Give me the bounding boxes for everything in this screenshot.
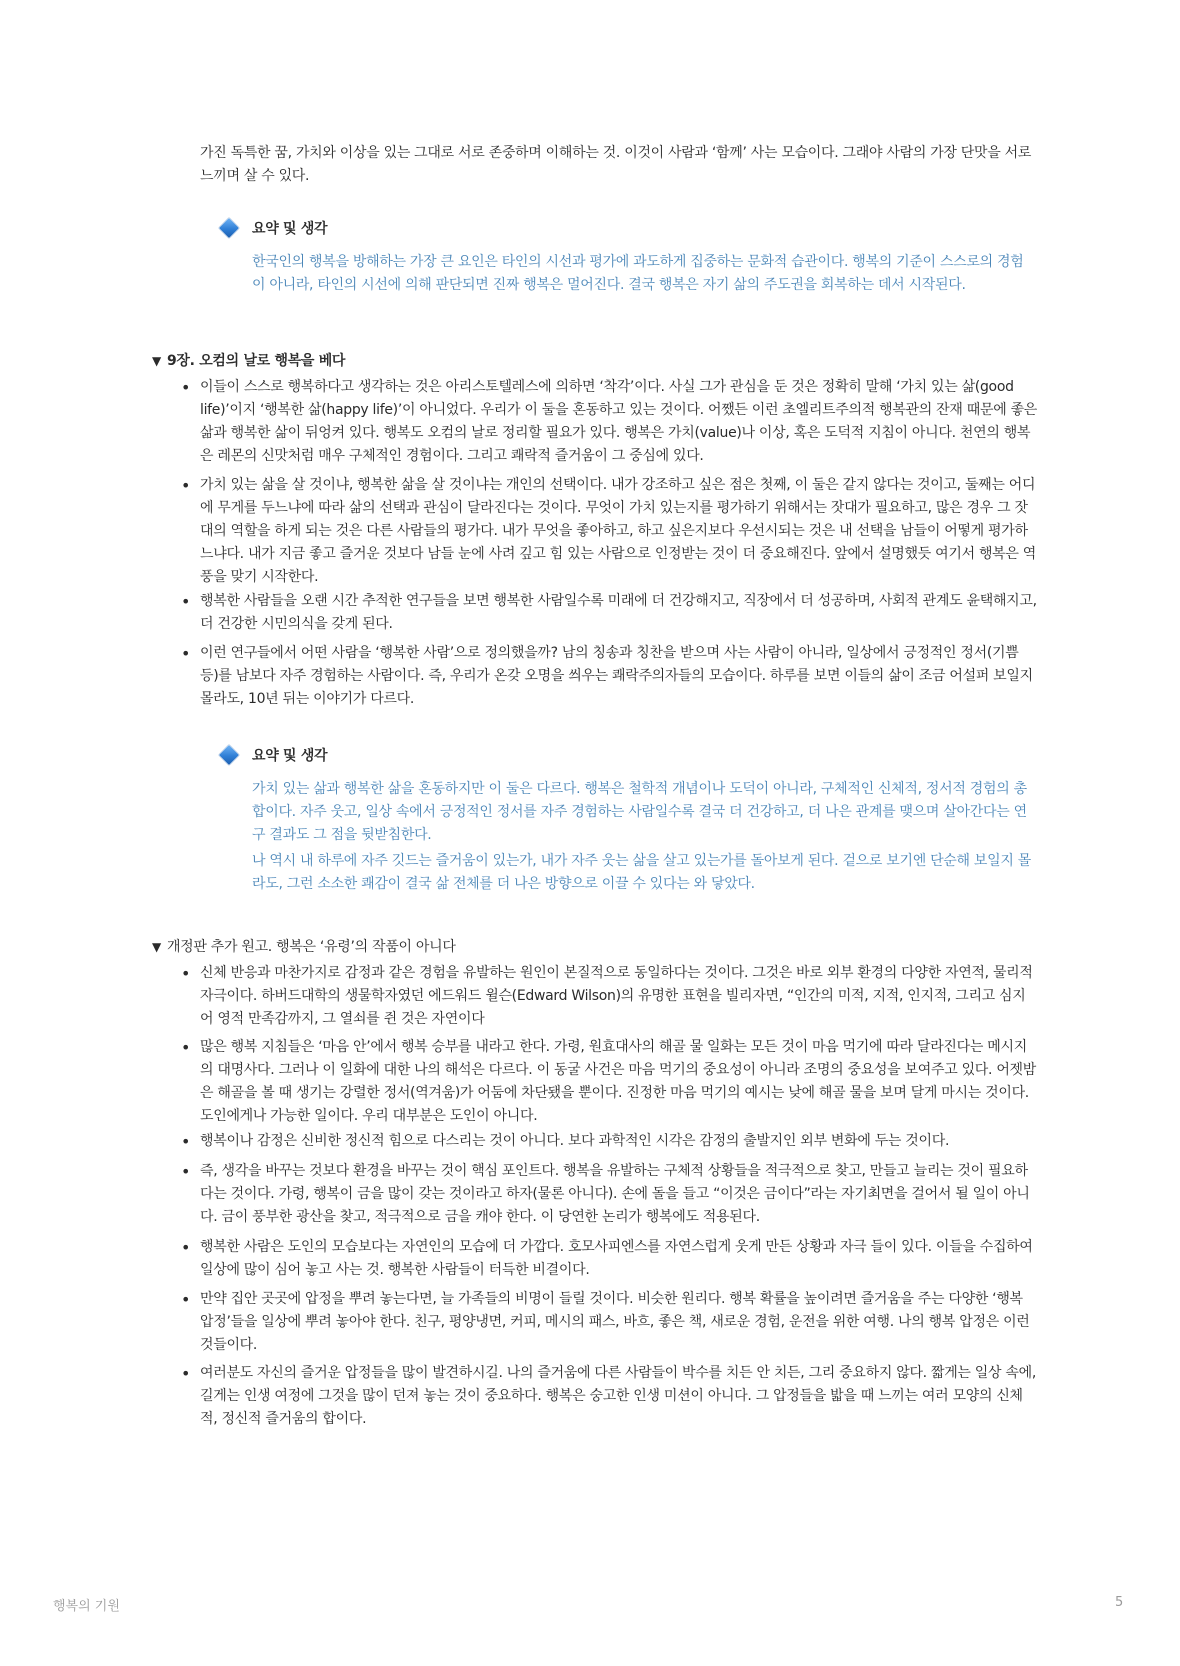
list-item: • 만약 집안 곳곳에 압정을 뿌려 놓는다면, 늘 가족들의 비명이 들릴 것이다. 비슷한 원리다. 행복 확률을 높이려면 즐거움을 주는 다양한 ‘행복 압정’들을 일상에 뿌려 놓아야 한다. 친구, 평양냉면, 커피, 메시의 패스, 바흐, 좋은 책, 새로운 경험, 운전을 위한 여행. 나의 행복 압정은 이런 것들이다. [200,1288,1038,1357]
list-item: • 이들이 스스로 행복하다고 생각하는 것은 아리스토텔레스에 의하면 ‘착각’이다. 사실 그가 관심을 둔 것은 정확히 말해 ‘가치 있는 삶(good life)’이지 ‘행복한 삶(happy life)’이 아니었다. 우리가 이 둘을 혼동하고 있는 것이다. 어쨌든 이런 초엘리트주의적 행복관의 잔재 때문에 좋은 삶과 행복한 삶이 뒤엉켜 있다. 행복도 오컴의 날로 정리할 필요가 있다. 행복은 가치(value)나 이상, 혹은 도덕적 지침이 아니다. 천연의 행복은 레몬의 신맛처럼 매우 구체적인 경험이다. 그리고 쾌락적 즐거움이 그 중심에 있다. [200,376,1038,468]
page-number: 5 [1115,1595,1124,1610]
intro-paragraph: 가진 독특한 꿈, 가치와 이상을 있는 그대로 서로 존중하며 이해하는 것. 이것이 사람과 ‘함께’ 사는 모습이다. 그래야 사람의 가장 단맛을 서로 느끼며 살 수 있다. [200,145,1032,184]
list-item: • 행복한 사람은 도인의 모습보다는 자연인의 모습에 더 가깝다. 호모사피엔스를 자연스럽게 웃게 만든 상황과 자극 들이 있다. 이들을 수집하여 일상에 많이 심어 놓고 사는 것. 행복한 사람들이 터득한 비결이다. [200,1236,1038,1282]
footer-title: 행복의 기원 [53,1599,120,1614]
list-item: • 행복한 사람들을 오랜 시간 추적한 연구들을 보면 행복한 사람일수록 미래에 더 건강해지고, 직장에서 더 성공하며, 사회적 관계도 윤택해지고, 더 건강한 시민의식을 갖게 된다. [200,590,1038,636]
callout-text: 가치 있는 삶과 행복한 삶을 혼동하지만 이 둘은 다르다. 행복은 철학적 개념이나 도덕이 아니라, 구체적인 신체적, 정서적 경험의 총합이다. 자주 웃고, 일상 속에서 긍정적인 정서를 자주 경험하는 사람일수록 결국 더 건강하고, 더 나은 관계를 맺으며 살아간다는 연구 결과도 그 점을 뒷받침한다. [252,781,1027,843]
callout-summary-2 [218,743,327,767]
list-item: • 여러분도 자신의 즐거운 압정들을 많이 발견하시길. 나의 즐거움에 다른 사람들이 박수를 치든 안 치든, 그리 중요하지 않다. 짧게는 일상 속에, 길게는 인생 여정에 그것을 많이 던져 놓는 것이 중요하다. 행복은 숭고한 인생 미션이 아니다. 그 압정들을 밟을 때 느끼는 여러 모양의 신체적, 정신적 즐거움의 합이다. [200,1362,1038,1431]
list-item: • 행복이나 감정은 신비한 정신적 힘으로 다스리는 것이 아니다. 보다 과학적인 시각은 감정의 출발지인 외부 변화에 두는 것이다. [200,1130,1038,1153]
callout-title: 요약 및 생각 [252,221,328,237]
callout-text: 한국인의 행복을 방해하는 가장 큰 요인은 타인의 시선과 평가에 과도하게 집중하는 문화적 습관이다. 행복의 기준이 스스로의 경험이 아니라, 타인의 시선에 의해 판단되면 진짜 행복은 멀어진다. 결국 행복은 자기 삶의 주도권을 회복하는 데서 시작된다. [252,254,1024,293]
section-heading-9[interactable]: ▼ 9장. 오컴의 날로 행복을 베다 [152,353,346,369]
list-item: • 신체 반응과 마찬가지로 감정과 같은 경험을 유발하는 원인이 본질적으로 동일하다는 것이다. 그것은 바로 외부 환경의 다양한 자연적, 물리적 자극이다. 하버드대학의 생물학자였던 에드워드 윌슨(Edward Wilson)의 유명한 표현을 빌리자면, “인간의 미적, 지적, 인지적, 그리고 심지어 영적 만족감까지, 그 열쇠를 쥔 것은 자연이다 [200,962,1038,1031]
blue-diamond-icon [219,218,239,238]
blue-diamond-icon [219,745,239,765]
list-item: • 이런 연구들에서 어떤 사람을 ‘행복한 사람’으로 정의했을까? 남의 칭송과 칭찬을 받으며 사는 사람이 아니라, 일상에서 긍정적인 정서(기쁨 등)를 남보다 자주 경험하는 사람이다. 즉, 우리가 온갖 오명을 씌우는 쾌락주의자들의 모습이다. 하루를 보면 이들의 삶이 조금 어설퍼 보일지 몰라도, 10년 뒤는 이야기가 다르다. [200,642,1038,711]
callout-text: 나 역시 내 하루에 자주 깃드는 즐거움이 있는가, 내가 자주 웃는 삶을 살고 있는가를 돌아보게 된다. 겉으로 보기엔 단순해 보일지 몰라도, 그런 소소한 쾌감이 결국 삶 전체를 더 나은 방향으로 이끌 수 있다는 와 닿았다. [252,853,1031,892]
section-heading-revised[interactable]: ▼ 개정판 추가 원고. 행복은 ‘유령’의 작품이 아니다 [152,939,456,955]
list-item: • 즉, 생각을 바꾸는 것보다 환경을 바꾸는 것이 핵심 포인트다. 행복을 유발하는 구체적 상황들을 적극적으로 찾고, 만들고 늘리는 것이 필요하다는 것이다. 가령, 행복이 금을 많이 갖는 것이라고 하자(물론 아니다). 손에 돌을 들고 “이것은 금이다”라는 자기최면을 걸어서 될 일이 아니다. 금이 풍부한 광산을 찾고, 적극적으로 금을 캐야 한다. 이 당연한 논리가 행복에도 적용된다. [200,1160,1038,1229]
triangle-down-icon[interactable]: ▼ [152,940,161,954]
callout-summary-1 [218,216,327,240]
list-item: • 많은 행복 지침들은 ‘마음 안’에서 행복 승부를 내라고 한다. 가령, 원효대사의 해골 물 일화는 모든 것이 마음 먹기에 따라 달라진다는 메시지의 대명사다. 그러나 이 일화에 대한 나의 해석은 다르다. 이 동굴 사건은 마음 먹기의 중요성이 아니라 조명의 중요성을 보여주고 있다. 어젯밤은 해골을 볼 때 생기는 강렬한 정서(역겨움)가 어둠에 차단됐을 뿐이다. 진정한 마음 먹기의 예시는 낮에 해골 물을 보며 달게 마시는 것이다. 도인에게나 가능한 일이다. 우리 대부분은 도인이 아니다. [200,1036,1038,1128]
triangle-down-icon[interactable]: ▼ [152,354,161,368]
callout-title: 요약 및 생각 [252,748,328,764]
list-item: • 가치 있는 삶을 살 것이냐, 행복한 삶을 살 것이냐는 개인의 선택이다. 내가 강조하고 싶은 점은 첫째, 이 둘은 같지 않다는 것이고, 둘째는 어디에 무게를 두느냐에 따라 삶의 선택과 관심이 달라진다는 것이다. 무엇이 가치 있는지를 평가하기 위해서는 잣대가 필요하고, 많은 경우 그 잣대의 역할을 하게 되는 것은 다른 사람들의 평가다. 내가 무엇을 좋아하고, 하고 싶은지보다 우선시되는 것은 내 선택을 남들이 어떻게 평가하느냐다. 내가 지금 좋고 즐거운 것보다 남들 눈에 사려 깊고 힘 있는 사람으로 인정받는 것이 더 중요해진다. 앞에서 설명했듯 여기서 행복은 역풍을 맞기 시작한다. [200,474,1038,589]
